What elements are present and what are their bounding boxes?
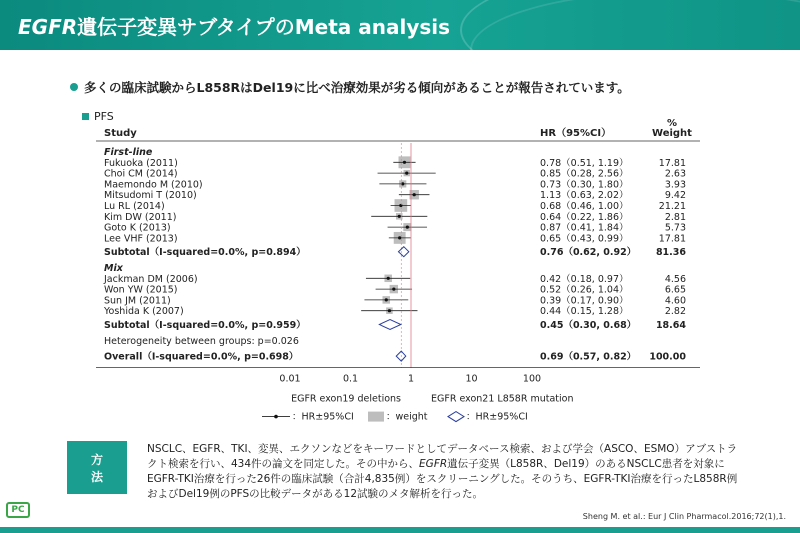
legend-diamond-text: ：HR±95%CI bbox=[466, 411, 528, 423]
x-tick-label: 1 bbox=[407, 373, 415, 385]
study-weight-text: 2.82 bbox=[664, 306, 686, 318]
study-hr-text: 0.52（0.26, 1.04） bbox=[540, 284, 629, 296]
key-message: 多くの臨床試験からL858RはDel19に比べ治療効果が劣る傾向があることが報告されています。 bbox=[70, 78, 630, 96]
study-hr-text: 0.65（0.43, 0.99） bbox=[540, 233, 629, 245]
study-hr-text: 0.85（0.28, 2.56） bbox=[540, 168, 629, 180]
study-label: Won YW (2015) bbox=[104, 284, 178, 296]
study-label: Jackman DM (2006) bbox=[104, 273, 198, 285]
point-estimate bbox=[398, 236, 401, 239]
x-label-right: EGFR exon21 L858R mutation bbox=[431, 393, 574, 405]
study-weight-text: 9.42 bbox=[664, 190, 686, 202]
study-label: Fukuoka (2011) bbox=[104, 157, 178, 169]
x-tick-label: 10 bbox=[465, 373, 478, 385]
subtotal-diamond bbox=[398, 247, 408, 257]
legend-weight-box bbox=[368, 412, 384, 422]
subtotal-diamond bbox=[379, 320, 401, 330]
study-hr-text: 0.42（0.18, 0.97） bbox=[540, 273, 629, 285]
subtotal-hr-text: 0.45（0.30, 0.68） bbox=[540, 320, 637, 331]
study-hr-text: 0.87（0.41, 1.84） bbox=[540, 222, 629, 234]
study-weight-text: 5.73 bbox=[664, 222, 686, 234]
point-estimate bbox=[388, 309, 391, 312]
legend-ci-text: ：HR±95%CI bbox=[292, 411, 354, 423]
subtotal-hr-text: 0.76（0.62, 0.92） bbox=[540, 247, 637, 259]
legend-diamond bbox=[448, 412, 464, 422]
study-label: Goto K (2013) bbox=[104, 222, 171, 234]
subtotal-label: Subtotal（I-squared=0.0%, p=0.959） bbox=[104, 320, 306, 331]
point-estimate bbox=[399, 204, 402, 207]
study-hr-text: 0.39（0.17, 0.90） bbox=[540, 295, 629, 307]
study-label: Yoshida K (2007) bbox=[104, 306, 184, 318]
study-hr-text: 0.64（0.22, 1.86） bbox=[540, 211, 629, 223]
study-hr-text: 1.13（0.63, 2.02） bbox=[540, 190, 629, 202]
study-label: Kim DW (2011) bbox=[104, 211, 177, 223]
point-estimate bbox=[413, 193, 416, 196]
x-tick-label: 0.1 bbox=[342, 373, 359, 385]
study-weight-text: 17.81 bbox=[658, 157, 686, 169]
study-hr-text: 0.78（0.51, 1.19） bbox=[540, 157, 629, 169]
source-citation: Sheng M. et al.: Eur J Clin Pharmacol.2016;72(1),1. bbox=[582, 512, 786, 521]
group-label: First-line bbox=[104, 147, 153, 158]
subtotal-weight-text: 81.36 bbox=[655, 247, 686, 259]
study-weight-text: 2.63 bbox=[664, 168, 686, 180]
page-title: EGFR遺伝子変異サブタイプのMeta analysis bbox=[18, 15, 451, 39]
study-label: Lee VHF (2013) bbox=[104, 233, 178, 245]
subtotal-label: Subtotal（I-squared=0.0%, p=0.894） bbox=[104, 247, 306, 259]
method-text: NSCLC、EGFR、TKI、変異、エクソンなどをキーワードとしてデータベース検索、および学会（ASCO、ESMO）アブストラクト検索を行い、434件の論文を同定した。その中から、EGFR遺伝子変異（L858R、Del19）のあるNSCLC患者を対象にEGFR-TKI治療を行った26件の臨床試験（合計4,835例）をスクリーニングした。そのうち、EGFR-TKI治療を行ったL858R例およびDel19例のPFSの比較データがある12試験のメタ解析を行った。 bbox=[147, 443, 738, 500]
study-label: Choi CM (2014) bbox=[104, 168, 178, 180]
overall-weight-text: 100.00 bbox=[649, 351, 686, 363]
point-estimate bbox=[398, 215, 401, 218]
point-estimate bbox=[405, 172, 408, 175]
point-estimate bbox=[403, 161, 406, 164]
overall-hr-text: 0.69（0.57, 0.82） bbox=[540, 351, 637, 363]
study-weight-text: 2.81 bbox=[664, 211, 686, 223]
study-weight-text: 6.65 bbox=[664, 284, 686, 296]
subtotal-weight-text: 18.64 bbox=[655, 320, 686, 331]
overall-label: Overall（I-squared=0.0%, p=0.698） bbox=[104, 351, 299, 363]
method-label: 方法 bbox=[67, 441, 127, 494]
x-label-left: EGFR exon19 deletions bbox=[291, 393, 401, 405]
pfs-heading: PFS bbox=[82, 110, 114, 123]
column-header-weight-pct: % bbox=[666, 118, 678, 129]
x-tick-label: 0.01 bbox=[279, 373, 301, 385]
column-header-weight: Weight bbox=[652, 128, 692, 139]
study-label: Lu RL (2014) bbox=[104, 201, 165, 212]
point-estimate bbox=[392, 288, 395, 291]
study-label: Maemondo M (2010) bbox=[104, 179, 203, 191]
legend-point bbox=[274, 415, 278, 419]
x-tick-label: 100 bbox=[522, 373, 542, 385]
footer-bar bbox=[0, 527, 800, 533]
column-header-hr: HR（95%CI） bbox=[540, 128, 612, 139]
study-weight-text: 4.56 bbox=[664, 273, 686, 285]
legend-weight-text: ：weight bbox=[386, 411, 428, 423]
company-logo: PC bbox=[6, 502, 30, 518]
point-estimate bbox=[406, 226, 409, 229]
column-header-study: Study bbox=[104, 128, 137, 139]
study-weight-text: 21.21 bbox=[658, 201, 686, 212]
study-hr-text: 0.44（0.15, 1.28） bbox=[540, 306, 629, 318]
heterogeneity-text: Heterogeneity between groups: p=0.026 bbox=[104, 335, 299, 347]
study-weight-text: 3.93 bbox=[664, 179, 686, 191]
point-estimate bbox=[385, 298, 388, 301]
point-estimate bbox=[401, 182, 404, 185]
study-label: Mitsudomi T (2010) bbox=[104, 190, 197, 202]
study-weight-text: 17.81 bbox=[658, 233, 686, 245]
group-label: Mix bbox=[104, 263, 123, 274]
study-label: Sun JM (2011) bbox=[104, 295, 171, 307]
point-estimate bbox=[387, 277, 390, 280]
study-weight-text: 4.60 bbox=[664, 295, 686, 307]
study-hr-text: 0.68（0.46, 1.00） bbox=[540, 201, 629, 212]
study-hr-text: 0.73（0.30, 1.80） bbox=[540, 179, 629, 191]
